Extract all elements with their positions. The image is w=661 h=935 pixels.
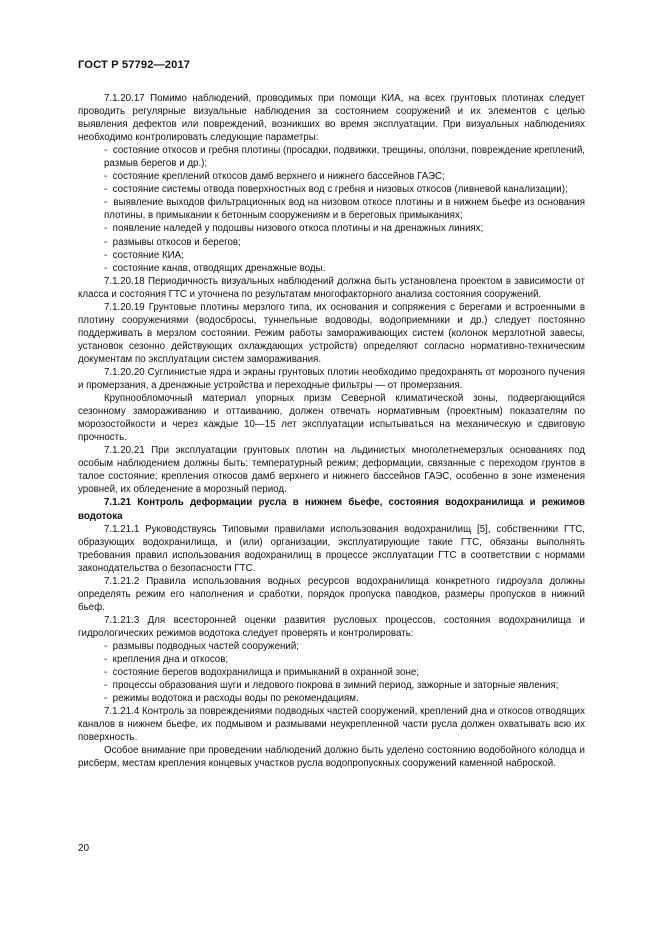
list-item: - выявление выходов фильтрационных вод на низовом откосе плотины и в нижнем бьефе из основания плотины, в примыкании к бетонным сооружениям и в береговых примыканиях; xyxy=(78,196,585,222)
document-header: ГОСТ Р 57792—2017 xyxy=(78,59,191,71)
list-item: - размывы подводных частей сооружений; xyxy=(78,640,585,653)
paragraph: 7.1.20.18 Периодичность визуальных наблюдений должна быть установлена проектом в зависимости от класса и состояния ГТС и уточнена по результатам многофакторного анализа состояния сооружений. xyxy=(78,275,585,300)
paragraph: 7.1.21.3 Для всесторонней оценки развития русловых процессов, состояния водохранилища и гидрологических режимов водотока следует проверять и контролировать: xyxy=(78,614,585,639)
list-item: - размывы откосов и берегов; xyxy=(78,236,585,249)
list-item: - состояние канав, отводящих дренажные воды. xyxy=(78,262,585,275)
list-item: - появление наледей у подошвы низового откоса плотины и на дренажных линиях; xyxy=(78,222,585,235)
list-item: - состояние откосов и гребня плотины (просадки, подвижки, трещины, оползни, повреждение креплений, размыв берегов и др.); xyxy=(78,144,585,170)
paragraph: Особое внимание при проведении наблюдений должно быть уделено состоянию водобойного колодца и рисберм, местам крепления концевых участков русла водопропускных сооружений каменной наброской. xyxy=(78,745,585,770)
list-item: - состояние системы отвода поверхностных вод с гребня и низовых откосов (ливневой канализации); xyxy=(78,183,585,196)
list-item: - состояние КИА; xyxy=(78,249,585,262)
paragraph: 7.1.21.2 Правила использования водных ресурсов водохранилища конкретного гидроузла должны определять режим его наполнения и сработки, порядок пропуска паводков, размеры пропусков в нижний бьеф. xyxy=(78,575,585,613)
paragraph: 7.1.20.20 Суглинистые ядра и экраны грунтовых плотин необходимо предохранять от морозного пучения и промерзания, а дренажные устройства и переходные фильтры — от промерзания. xyxy=(78,366,585,392)
page-number: 20 xyxy=(78,843,90,854)
list-item: - состояние креплений откосов дамб верхнего и нижнего бассейнов ГАЭС; xyxy=(78,170,585,183)
document-body xyxy=(78,92,585,770)
paragraph: 7.1.21.1 Руководствуясь Типовыми правилами использования водохранилищ [5], собственники ГТС, образующих водохранилища, и (или) организации, эксплуатирующие такие ГТС, обязаны выполнять требования правил использования водохранилищ в процессе эксплуатации ГТС в соответствии с нормами законодательства о безопасности ГТС. xyxy=(78,523,585,574)
paragraph: 7.1.21.4 Контроль за повреждениями подводных частей сооружений, креплений дна и откосов отводящих каналов в нижнем бьефе, их подмывом и размывами неукрепленной части русла должен охватывать всю их поверхность. xyxy=(78,706,585,744)
paragraph: 7.1.20.17 Помимо наблюдений, проводимых при помощи КИА, на всех грунтовых плотинах следует проводить регулярные визуальные наблюдения за состоянием сооружений и их элементов с целью выявления дефектов или повреждений, возникших во время эксплуатации. При визуальных наблюдениях необходимо контролировать следующие параметры: xyxy=(78,93,585,144)
paragraph: Крупнообломочный материал упорных призм Северной климатической зоны, подвергающийся сезонному замораживанию и оттаиванию, должен отвечать нормативным (проектным) показателям по морозостойкости и через каждые 10—15 лет эксплуатации испытываться на механическую и сдвиговую прочность. xyxy=(78,393,585,444)
list-item: - крепления дна и откосов; xyxy=(78,653,585,666)
list-item: - процессы образования шуги и ледового покрова в зимний период, зажорные и заторные явления; xyxy=(78,679,585,692)
section-heading: 7.1.21 Контроль деформации русла в нижнем бьефе, состояния водохранилища и режимов водотока xyxy=(78,497,585,522)
list-item: - состояние берегов водохранилища и примыканий в охранной зоне; xyxy=(78,666,585,679)
paragraph: 7.1.20.19 Грунтовые плотины мерзлого типа, их основания и сопряжения с берегами и встроенными в плотину сооружениями (водосбросы, туннельные водоводы, водоприемники и др.) следует постоянно поддерживать в мерзлом состоянии. Режим работы замораживающих систем (колонок мерзлотной завесы, установок сезонно действующих охлаждающих устройств) определяют согласно нормативно-техническим документам по эксплуатации систем замораживания. xyxy=(78,301,585,365)
paragraph: 7.1.20.21 При эксплуатации грунтовых плотин на льдинистых многолетнемерзлых основаниях под особым наблюдением должны быть: температурный режим; деформации, связанные с переходом грунтов в талое состояние; крепления откосов дамб верхнего и нижнего бассейнов ГАЭС, особенно в зоне изменения уровней, их обледенение в морозный период. xyxy=(78,445,585,496)
list-item: - режимы водотока и расходы воды по рекомендациям. xyxy=(78,692,585,705)
